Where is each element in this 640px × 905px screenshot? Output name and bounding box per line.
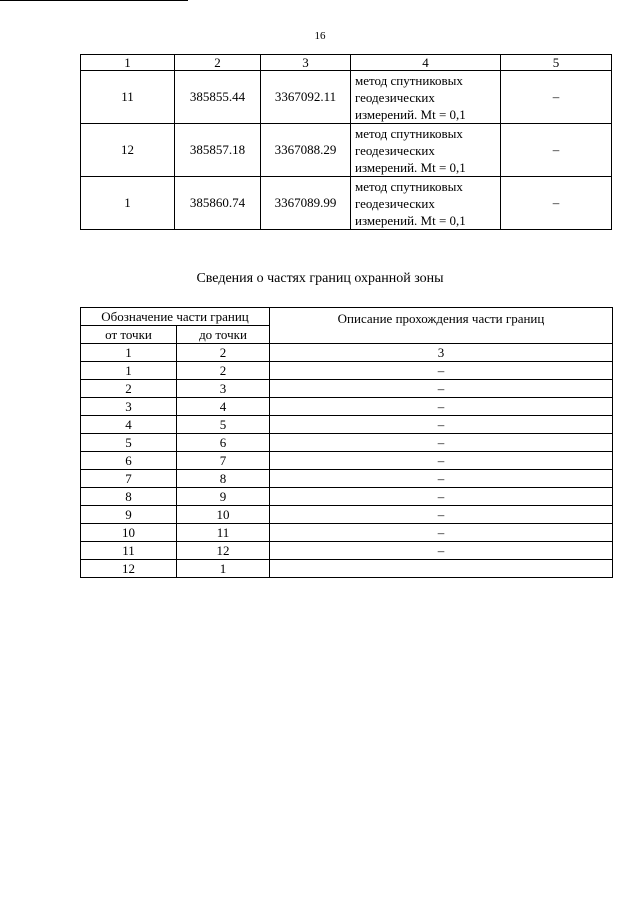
point-id: 11 bbox=[81, 71, 175, 124]
table-row bbox=[81, 71, 612, 124]
table-row bbox=[81, 124, 612, 177]
note: – bbox=[501, 124, 612, 177]
table-row bbox=[81, 398, 613, 416]
boundary-parts-table bbox=[80, 307, 613, 578]
table-row bbox=[81, 416, 613, 434]
parts-table-header-group bbox=[81, 308, 613, 326]
table-row bbox=[81, 506, 613, 524]
table-row bbox=[81, 470, 613, 488]
to-point: 9 bbox=[177, 488, 270, 506]
part-description: – bbox=[270, 488, 613, 506]
method-line: метод спутниковых bbox=[355, 72, 463, 88]
coord-x: 385855.44 bbox=[175, 71, 261, 124]
to-point: 2 bbox=[177, 362, 270, 380]
method-line: измерений. Mt = 0,1 bbox=[355, 159, 466, 175]
part-description: – bbox=[270, 398, 613, 416]
part-description: – bbox=[270, 434, 613, 452]
part-description: – bbox=[270, 416, 613, 434]
part-description: – bbox=[270, 452, 613, 470]
col-number-1: 1 bbox=[81, 55, 175, 71]
from-point: 1 bbox=[81, 362, 177, 380]
part-description: – bbox=[270, 542, 613, 560]
from-point: 12 bbox=[81, 560, 177, 578]
method-line: геодезических bbox=[355, 89, 435, 105]
coordinates-table bbox=[80, 54, 612, 230]
from-point: 11 bbox=[81, 542, 177, 560]
to-point: 8 bbox=[177, 470, 270, 488]
from-point: 10 bbox=[81, 524, 177, 542]
to-point: 10 bbox=[177, 506, 270, 524]
to-point: 4 bbox=[177, 398, 270, 416]
col-number-4: 4 bbox=[351, 55, 501, 71]
table-row bbox=[81, 362, 613, 380]
from-point: 3 bbox=[81, 398, 177, 416]
point-id: 1 bbox=[81, 177, 175, 230]
table-row bbox=[81, 560, 613, 578]
header-from-point: от точки bbox=[81, 326, 177, 344]
from-point: 9 bbox=[81, 506, 177, 524]
note: – bbox=[501, 177, 612, 230]
table-row bbox=[81, 177, 612, 230]
from-point: 5 bbox=[81, 434, 177, 452]
parts-table-numbering bbox=[81, 344, 613, 362]
col-number-5: 5 bbox=[501, 55, 612, 71]
part-description: – bbox=[270, 362, 613, 380]
header-rule bbox=[0, 0, 188, 1]
method-description bbox=[351, 71, 501, 124]
to-point: 3 bbox=[177, 380, 270, 398]
col-number-3: 3 bbox=[261, 55, 351, 71]
to-point: 5 bbox=[177, 416, 270, 434]
part-description: – bbox=[270, 506, 613, 524]
to-point: 6 bbox=[177, 434, 270, 452]
table-row bbox=[81, 380, 613, 398]
method-line: измерений. Mt = 0,1 bbox=[355, 212, 466, 228]
part-description: – bbox=[270, 470, 613, 488]
coordinates-table-header bbox=[81, 55, 612, 71]
method-description bbox=[351, 124, 501, 177]
to-point: 12 bbox=[177, 542, 270, 560]
col-number-3: 3 bbox=[270, 344, 613, 362]
note: – bbox=[501, 71, 612, 124]
col-number-2: 2 bbox=[177, 344, 270, 362]
part-description: – bbox=[270, 524, 613, 542]
part-description bbox=[270, 560, 613, 578]
part-description: – bbox=[270, 380, 613, 398]
method-line: метод спутниковых bbox=[355, 178, 463, 194]
method-line: метод спутниковых bbox=[355, 125, 463, 141]
method-line: измерений. Mt = 0,1 bbox=[355, 106, 466, 122]
coord-x: 385860.74 bbox=[175, 177, 261, 230]
from-point: 6 bbox=[81, 452, 177, 470]
col-number-2: 2 bbox=[175, 55, 261, 71]
header-part-description: Описание прохождения части границ bbox=[270, 308, 613, 344]
method-line: геодезических bbox=[355, 142, 435, 158]
from-point: 7 bbox=[81, 470, 177, 488]
coord-y: 3367089.99 bbox=[261, 177, 351, 230]
coord-x: 385857.18 bbox=[175, 124, 261, 177]
to-point: 1 bbox=[177, 560, 270, 578]
table-row bbox=[81, 542, 613, 560]
table-row bbox=[81, 488, 613, 506]
method-description bbox=[351, 177, 501, 230]
point-id: 12 bbox=[81, 124, 175, 177]
table-row bbox=[81, 524, 613, 542]
header-to-point: до точки bbox=[177, 326, 270, 344]
from-point: 4 bbox=[81, 416, 177, 434]
page-number: 16 bbox=[314, 30, 326, 42]
coord-y: 3367092.11 bbox=[261, 71, 351, 124]
header-part-designation: Обозначение части границ bbox=[81, 308, 270, 326]
coord-y: 3367088.29 bbox=[261, 124, 351, 177]
table-row bbox=[81, 452, 613, 470]
col-number-1: 1 bbox=[81, 344, 177, 362]
section-title: Сведения о частях границ охранной зоны bbox=[196, 271, 444, 286]
method-line: геодезических bbox=[355, 195, 435, 211]
table-row bbox=[81, 434, 613, 452]
to-point: 11 bbox=[177, 524, 270, 542]
from-point: 8 bbox=[81, 488, 177, 506]
from-point: 2 bbox=[81, 380, 177, 398]
to-point: 7 bbox=[177, 452, 270, 470]
